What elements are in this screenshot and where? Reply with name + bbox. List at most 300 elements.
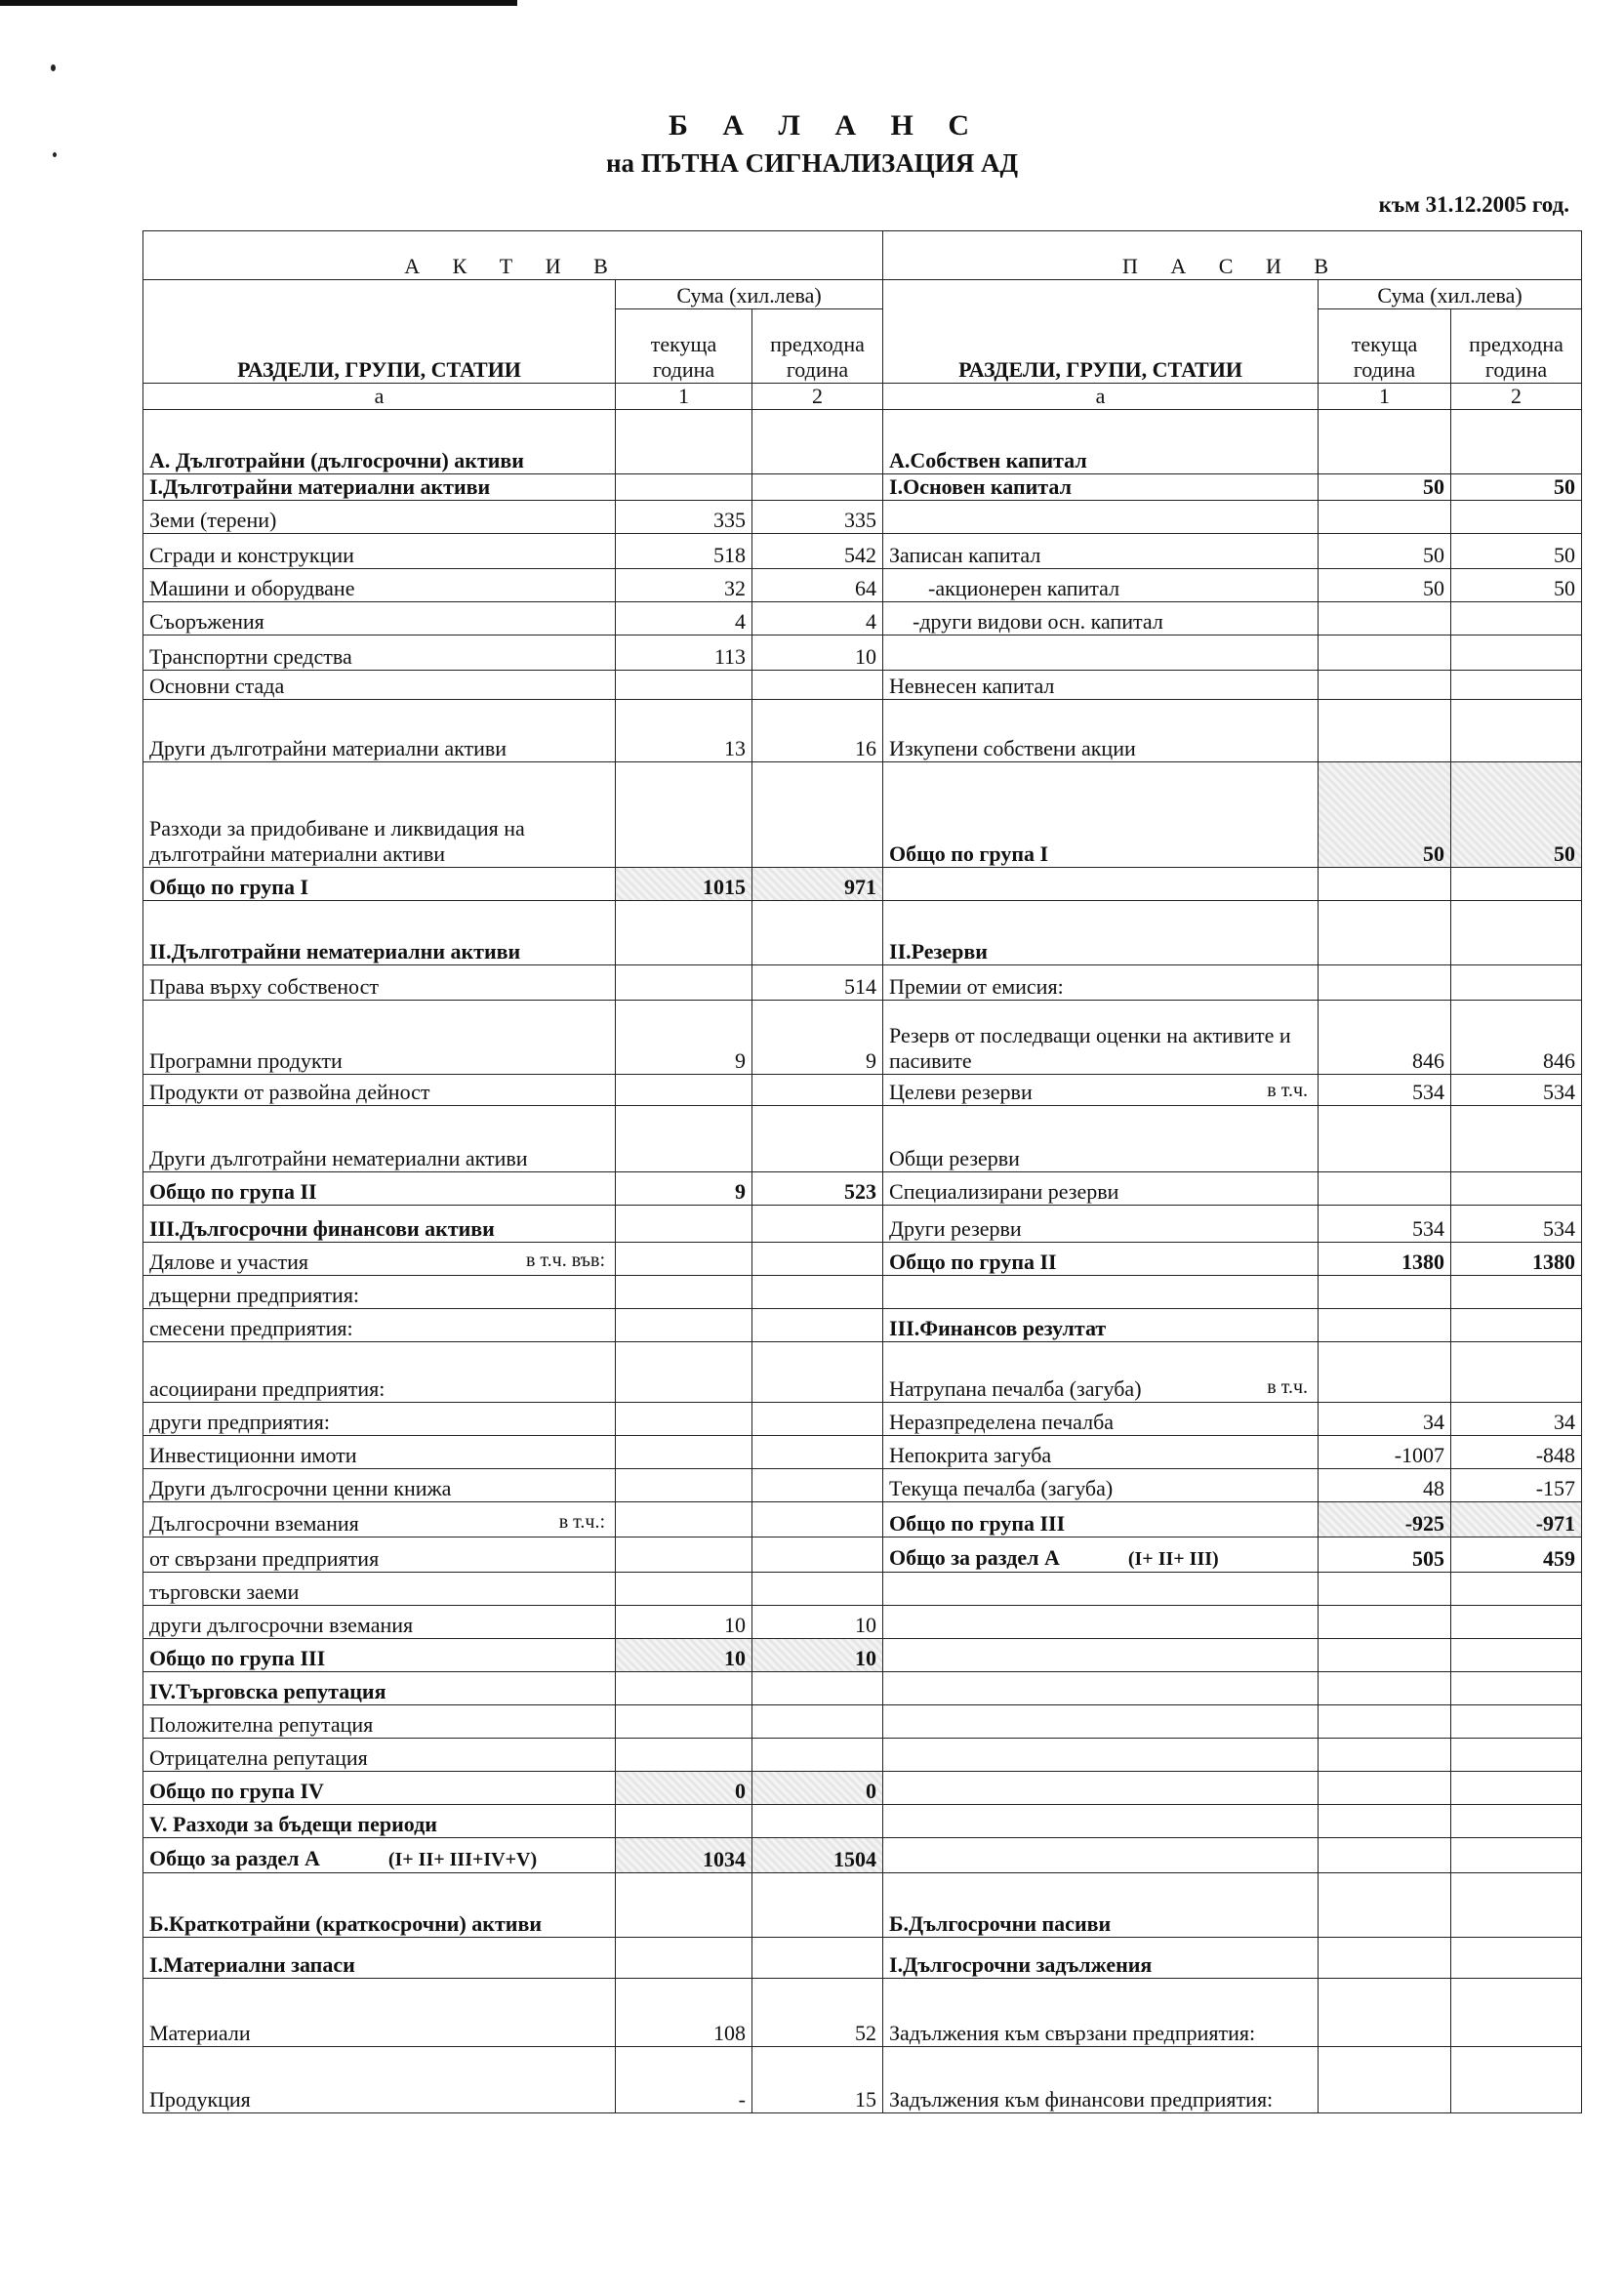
asset-current-value [616, 1000, 752, 1074]
asset-label [143, 1804, 616, 1837]
asset-label-text: асоциирани предприятия: [149, 1375, 386, 1401]
liability-current-value [1319, 1704, 1451, 1738]
table-row [143, 1341, 1582, 1402]
asset-current-value [616, 1171, 752, 1205]
liability-col-2: 2 [1451, 384, 1582, 410]
asset-current-value [616, 1638, 752, 1671]
asset-current-value [616, 1937, 752, 1978]
liability-previous-value [1451, 1402, 1582, 1435]
asset-previous-value [752, 1435, 883, 1468]
liability-current-value [1319, 1308, 1451, 1341]
label-suffix: (I+ II+ III+IV+V) [387, 1849, 538, 1871]
asset-label [143, 1402, 616, 1435]
asset-current-value [616, 1537, 752, 1572]
asset-label [143, 409, 616, 473]
table-row [143, 1704, 1582, 1738]
table-row [143, 1402, 1582, 1435]
table-row [143, 1105, 1582, 1171]
asset-current-value [616, 601, 752, 635]
table-row [143, 1242, 1582, 1275]
asset-previous-value [752, 1402, 883, 1435]
asset-current-value [616, 867, 752, 900]
liability-label [883, 964, 1319, 1000]
asset-previous-value [752, 1105, 883, 1171]
liability-current-value [1319, 635, 1451, 670]
asset-label [143, 533, 616, 568]
liability-label [883, 1572, 1319, 1605]
asset-previous-value [752, 2046, 883, 2112]
asset-label-text: IV.Търговска репутация [149, 1678, 386, 1703]
liability-current-value [1319, 409, 1451, 473]
table-row [143, 1000, 1582, 1074]
liability-previous-value [1451, 1275, 1582, 1308]
asset-previous-value [752, 1704, 883, 1738]
liability-label [883, 1074, 1319, 1105]
asset-previous-value [752, 500, 883, 533]
asset-label [143, 601, 616, 635]
asset-previous-value [752, 473, 883, 500]
liability-label [883, 761, 1319, 867]
liability-label [883, 1804, 1319, 1837]
table-row [143, 964, 1582, 1000]
asset-label [143, 1435, 616, 1468]
liability-current-value-text: 846 [1412, 1047, 1445, 1073]
asset-previous-value [752, 1000, 883, 1074]
asset-label-text: Дялове и участия [149, 1249, 309, 1274]
liability-label-text: Други резерви [889, 1215, 1022, 1241]
asset-label [143, 867, 616, 900]
asset-label [143, 670, 616, 699]
liability-label [883, 568, 1319, 601]
liability-previous-value [1451, 1105, 1582, 1171]
liability-current-value [1319, 533, 1451, 568]
liability-label [883, 1242, 1319, 1275]
asset-current-value [616, 1402, 752, 1435]
asset-current-value [616, 1105, 752, 1171]
liability-previous-value [1451, 473, 1582, 500]
liability-label [883, 1435, 1319, 1468]
table-row [143, 1572, 1582, 1605]
table-row [143, 1275, 1582, 1308]
liability-previous-value [1451, 1704, 1582, 1738]
asset-previous-value [752, 1978, 883, 2046]
liability-label [883, 1171, 1319, 1205]
asset-previous-value-text: 9 [866, 1047, 877, 1073]
asset-label [143, 1771, 616, 1804]
asset-current-value [616, 568, 752, 601]
asset-label [143, 1638, 616, 1671]
asset-current-value-text: 32 [724, 575, 746, 600]
table-row [143, 1605, 1582, 1638]
asset-previous-value [752, 1605, 883, 1638]
asset-current-value [616, 900, 752, 964]
asset-current-value [616, 1468, 752, 1501]
asset-label [143, 568, 616, 601]
asset-label [143, 1537, 616, 1572]
table-row [143, 635, 1582, 670]
liability-current-value [1319, 473, 1451, 500]
table-row [143, 1837, 1582, 1872]
asset-current-value [616, 1671, 752, 1704]
label-suffix: в т.ч. [1267, 1375, 1309, 1398]
liability-label [883, 533, 1319, 568]
liability-current-value-text: 50 [1423, 575, 1445, 600]
asset-label [143, 1000, 616, 1074]
liability-label-text: Натрупана печалба (загуба) [889, 1375, 1142, 1401]
asset-previous-value [752, 409, 883, 473]
liability-label-text: Задължения към свързани предприятия: [889, 2020, 1256, 2045]
asset-label-text: V. Разходи за бъдещи периоди [149, 1811, 437, 1836]
label-suffix: (I+ II+ III) [1127, 1548, 1219, 1571]
asset-label-text: Машини и оборудване [149, 575, 355, 600]
balance-sheet [142, 230, 1581, 2214]
asset-label [143, 1738, 616, 1771]
aktiv-header: А К Т И В [143, 231, 883, 280]
table-row [143, 1205, 1582, 1242]
liability-previous-value [1451, 1435, 1582, 1468]
asset-current-value [616, 1837, 752, 1872]
table-row [143, 1501, 1582, 1537]
liability-label-text: Общо за раздел А [889, 1545, 1060, 1571]
document-subtitle: на ПЪТНА СИГНАЛИЗАЦИЯ АД [605, 148, 1019, 178]
asset-previous-value [752, 761, 883, 867]
table-row [143, 1308, 1582, 1341]
liability-label [883, 1501, 1319, 1537]
liability-label [883, 635, 1319, 670]
liability-label-text: Записан капитал [889, 542, 1041, 567]
liability-current-value [1319, 1771, 1451, 1804]
asset-label [143, 1308, 616, 1341]
asset-previous-value-text: 335 [844, 507, 877, 532]
liability-label [883, 1638, 1319, 1671]
asset-label-text: Основни стада [149, 673, 285, 698]
liability-col-a: а [883, 384, 1319, 410]
liability-previous-value [1451, 670, 1582, 699]
liability-label [883, 409, 1319, 473]
asset-label-text: от свързани предприятия [149, 1545, 380, 1571]
asset-label [143, 1105, 616, 1171]
liability-label [883, 1341, 1319, 1402]
liability-label [883, 1275, 1319, 1308]
liability-current-value [1319, 500, 1451, 533]
asset-current-value [616, 533, 752, 568]
asset-label-text: Съоръжения [149, 608, 264, 634]
liability-label [883, 1402, 1319, 1435]
liability-current-value [1319, 1804, 1451, 1837]
table-row [143, 1074, 1582, 1105]
liability-current-value [1319, 761, 1451, 867]
table-row [143, 473, 1582, 500]
table-row [143, 533, 1582, 568]
asset-previous-value [752, 635, 883, 670]
liability-label [883, 1000, 1319, 1074]
asset-previous-value-text: 16 [855, 735, 877, 760]
liability-current-value-text: -1007 [1394, 1442, 1445, 1467]
asset-current-value-text: 10 [724, 1612, 746, 1637]
liability-current-value [1319, 601, 1451, 635]
asset-current-value-text: 108 [713, 2020, 746, 2045]
asset-label [143, 1275, 616, 1308]
liability-current-value [1319, 1341, 1451, 1402]
liability-label-text: -акционерен капитал [928, 575, 1120, 600]
liability-label [883, 867, 1319, 900]
table-row [143, 1804, 1582, 1837]
asset-label-text: Общо по група I [149, 874, 309, 899]
asset-col-2: 2 [752, 384, 883, 410]
liability-current-value [1319, 900, 1451, 964]
asset-previous-value [752, 1242, 883, 1275]
liability-previous-value [1451, 699, 1582, 761]
asset-label-text: Инвестиционни имоти [149, 1442, 357, 1467]
liability-previous-value [1451, 500, 1582, 533]
liability-previous-value [1451, 761, 1582, 867]
liability-label-text: I.Основен капитал [889, 473, 1072, 499]
liability-previous-value [1451, 409, 1582, 473]
asset-current-value [616, 1872, 752, 1937]
liability-current-value [1319, 1105, 1451, 1171]
table-row [143, 409, 1582, 473]
asset-current-value [616, 1435, 752, 1468]
asset-label-text: Общо за раздел А [149, 1846, 320, 1871]
liability-previous-value-text: 459 [1543, 1545, 1576, 1571]
asset-label [143, 1074, 616, 1105]
table-row [143, 1537, 1582, 1572]
pasiv-header: П А С И В [883, 231, 1582, 280]
liability-previous-value [1451, 1738, 1582, 1771]
liability-label-text: Задължения към финансови предприятия: [889, 2086, 1274, 2112]
asset-label [143, 1205, 616, 1242]
liability-previous-value-text: 846 [1543, 1047, 1576, 1073]
asset-label [143, 761, 616, 867]
asset-label-text: Разходи за придобиване и ликвидация на дълготрайни материални активи [149, 816, 525, 866]
liability-current-value [1319, 1572, 1451, 1605]
asset-current-value [616, 964, 752, 1000]
liability-label-text: I.Дългосрочни задължения [889, 1951, 1153, 1977]
liability-previous-value [1451, 1074, 1582, 1105]
asset-label-text: Сгради и конструкции [149, 542, 354, 567]
asset-label [143, 1605, 616, 1638]
liability-label [883, 1537, 1319, 1572]
label-suffix: в т.ч. [1267, 1079, 1309, 1101]
asset-label [143, 1468, 616, 1501]
asset-label [143, 1242, 616, 1275]
asset-label-text: Продукти от развойна дейност [149, 1079, 430, 1104]
liability-previous-value-text: 534 [1543, 1215, 1576, 1241]
liability-current-value [1319, 1468, 1451, 1501]
asset-previous-value [752, 1671, 883, 1704]
liability-previous-value [1451, 1638, 1582, 1671]
liability-label [883, 1205, 1319, 1242]
asset-previous-value [752, 601, 883, 635]
asset-label [143, 1341, 616, 1402]
liability-current-value [1319, 964, 1451, 1000]
liability-current-value-text: 48 [1423, 1475, 1445, 1500]
liability-label-text: Общо по група III [889, 1510, 1066, 1536]
asset-current-value [616, 1308, 752, 1341]
liability-previous-value-text: 534 [1543, 1079, 1576, 1104]
table-row [143, 1468, 1582, 1501]
liability-previous-value [1451, 1468, 1582, 1501]
asset-label [143, 900, 616, 964]
asset-previous-value [752, 1937, 883, 1978]
asset-previous-value [752, 1341, 883, 1402]
asset-label-text: Б.Краткотрайни (краткосрочни) активи [149, 1910, 542, 1936]
asset-previous-value [752, 1074, 883, 1105]
liability-current-value [1319, 1937, 1451, 1978]
liability-current-value [1319, 670, 1451, 699]
asset-previous-value [752, 1872, 883, 1937]
table-row [143, 1638, 1582, 1671]
asset-label-text: I.Дълготрайни материални активи [149, 473, 491, 499]
liability-current-value-text: 34 [1423, 1409, 1445, 1434]
asset-current-value [616, 635, 752, 670]
asset-label [143, 1572, 616, 1605]
liability-current-value [1319, 1074, 1451, 1105]
table-row [143, 2046, 1582, 2112]
liability-previous-value-text: -971 [1535, 1510, 1576, 1536]
liability-label [883, 1308, 1319, 1341]
asset-sections-header: РАЗДЕЛИ, ГРУПИ, СТАТИИ [143, 280, 616, 384]
liability-col-1: 1 [1319, 384, 1451, 410]
asset-previous-value [752, 1171, 883, 1205]
table-row [143, 1738, 1582, 1771]
asset-current-value [616, 1275, 752, 1308]
liability-label [883, 1468, 1319, 1501]
liability-current-value [1319, 1501, 1451, 1537]
table-row [143, 568, 1582, 601]
asset-label-text: смесени предприятия: [149, 1315, 353, 1340]
asset-previous-value-text: 4 [866, 608, 877, 634]
asset-previous-value [752, 670, 883, 699]
liability-current-value-text: 1380 [1401, 1249, 1445, 1274]
liability-current-value [1319, 1638, 1451, 1671]
liability-label-text: Общо по група II [889, 1249, 1057, 1274]
table-row [143, 500, 1582, 533]
asset-previous-value [752, 900, 883, 964]
asset-current-value [616, 1804, 752, 1837]
liability-previous-value [1451, 1572, 1582, 1605]
asset-label-text: други предприятия: [149, 1409, 330, 1434]
asset-previous-value-text: 523 [844, 1178, 877, 1204]
liability-current-value [1319, 1402, 1451, 1435]
asset-label [143, 1171, 616, 1205]
liability-previous-value-text: 1380 [1532, 1249, 1576, 1274]
table-row [143, 670, 1582, 699]
table-row [143, 900, 1582, 964]
asset-previous-value [752, 533, 883, 568]
table-row [143, 1771, 1582, 1804]
liability-previous-value [1451, 1308, 1582, 1341]
liability-previous-value [1451, 635, 1582, 670]
liability-label [883, 1771, 1319, 1804]
liability-previous-value [1451, 568, 1582, 601]
asset-previous-value [752, 699, 883, 761]
liability-previous-value [1451, 1837, 1582, 1872]
asset-current-year-header: текуща година [616, 309, 752, 384]
asset-current-value-text: 1034 [703, 1846, 746, 1871]
liability-previous-year-header: предходна година [1451, 309, 1582, 384]
asset-label-text: Други дълготрайни нематериални активи [149, 1145, 528, 1170]
liability-label [883, 699, 1319, 761]
asset-previous-value [752, 1308, 883, 1341]
liability-current-value [1319, 1275, 1451, 1308]
liability-current-value [1319, 1537, 1451, 1572]
asset-previous-value [752, 1837, 883, 1872]
asset-current-value [616, 761, 752, 867]
liability-label-text: III.Финансов резултат [889, 1315, 1107, 1340]
asset-previous-value [752, 1275, 883, 1308]
liability-current-value [1319, 1837, 1451, 1872]
liability-previous-value-text: -848 [1535, 1442, 1576, 1467]
asset-label-text: Права върху собственост [149, 973, 379, 999]
asset-previous-value [752, 1771, 883, 1804]
liability-previous-value [1451, 1605, 1582, 1638]
table-row [143, 1671, 1582, 1704]
liability-label-text: Б.Дългосрочни пасиви [889, 1910, 1112, 1936]
liability-label-text: А.Собствен капитал [889, 448, 1087, 472]
liability-previous-value [1451, 533, 1582, 568]
liability-label-text: -други видови осн. капитал [913, 608, 1163, 634]
asset-current-value [616, 1704, 752, 1738]
liability-label-text: Целеви резерви [889, 1079, 1033, 1104]
asset-label [143, 2046, 616, 2112]
asset-current-value [616, 1242, 752, 1275]
asset-previous-value-text: 64 [855, 575, 877, 600]
liability-label [883, 1937, 1319, 1978]
asset-current-value-text: 113 [713, 643, 746, 669]
asset-current-value-text: - [738, 2086, 746, 2112]
asset-current-value [616, 1771, 752, 1804]
asset-label [143, 1872, 616, 1937]
liability-label-text: Специализирани резерви [889, 1178, 1119, 1204]
liability-previous-value-text: 50 [1554, 840, 1576, 866]
liability-previous-value [1451, 1804, 1582, 1837]
liability-label-text: Изкупени собствени акции [889, 735, 1136, 760]
table-row [143, 761, 1582, 867]
table-row [143, 1872, 1582, 1937]
liability-previous-value [1451, 1171, 1582, 1205]
asset-current-value [616, 670, 752, 699]
asset-current-value [616, 1074, 752, 1105]
asset-label [143, 1837, 616, 1872]
liability-label [883, 2046, 1319, 2112]
asset-label-text: Програмни продукти [149, 1047, 343, 1073]
asset-current-value [616, 1738, 752, 1771]
asset-label-text: Земи (терени) [149, 507, 277, 532]
asset-current-value-text: 9 [735, 1047, 746, 1073]
liability-previous-value [1451, 1242, 1582, 1275]
liability-sections-header: РАЗДЕЛИ, ГРУПИ, СТАТИИ [883, 280, 1319, 384]
liability-label-text: Текуща печалба (загуба) [889, 1475, 1114, 1500]
liability-current-value [1319, 1435, 1451, 1468]
liability-label [883, 1671, 1319, 1704]
liability-current-value [1319, 2046, 1451, 2112]
asset-previous-value [752, 1501, 883, 1537]
asset-label-text: Продукция [149, 2086, 251, 2112]
asset-current-value-text: 1015 [703, 874, 746, 899]
asset-current-value-text: 10 [724, 1645, 746, 1670]
table-row [143, 601, 1582, 635]
liability-label-text: Премии от емисия: [889, 973, 1064, 999]
asset-current-value-text: 0 [735, 1778, 746, 1803]
liability-current-value [1319, 1978, 1451, 2046]
liability-current-value [1319, 1671, 1451, 1704]
asset-previous-value [752, 1537, 883, 1572]
liability-label-text: Общи резерви [889, 1145, 1020, 1170]
liability-label [883, 473, 1319, 500]
asset-col-1: 1 [616, 384, 752, 410]
asset-previous-value [752, 1738, 883, 1771]
